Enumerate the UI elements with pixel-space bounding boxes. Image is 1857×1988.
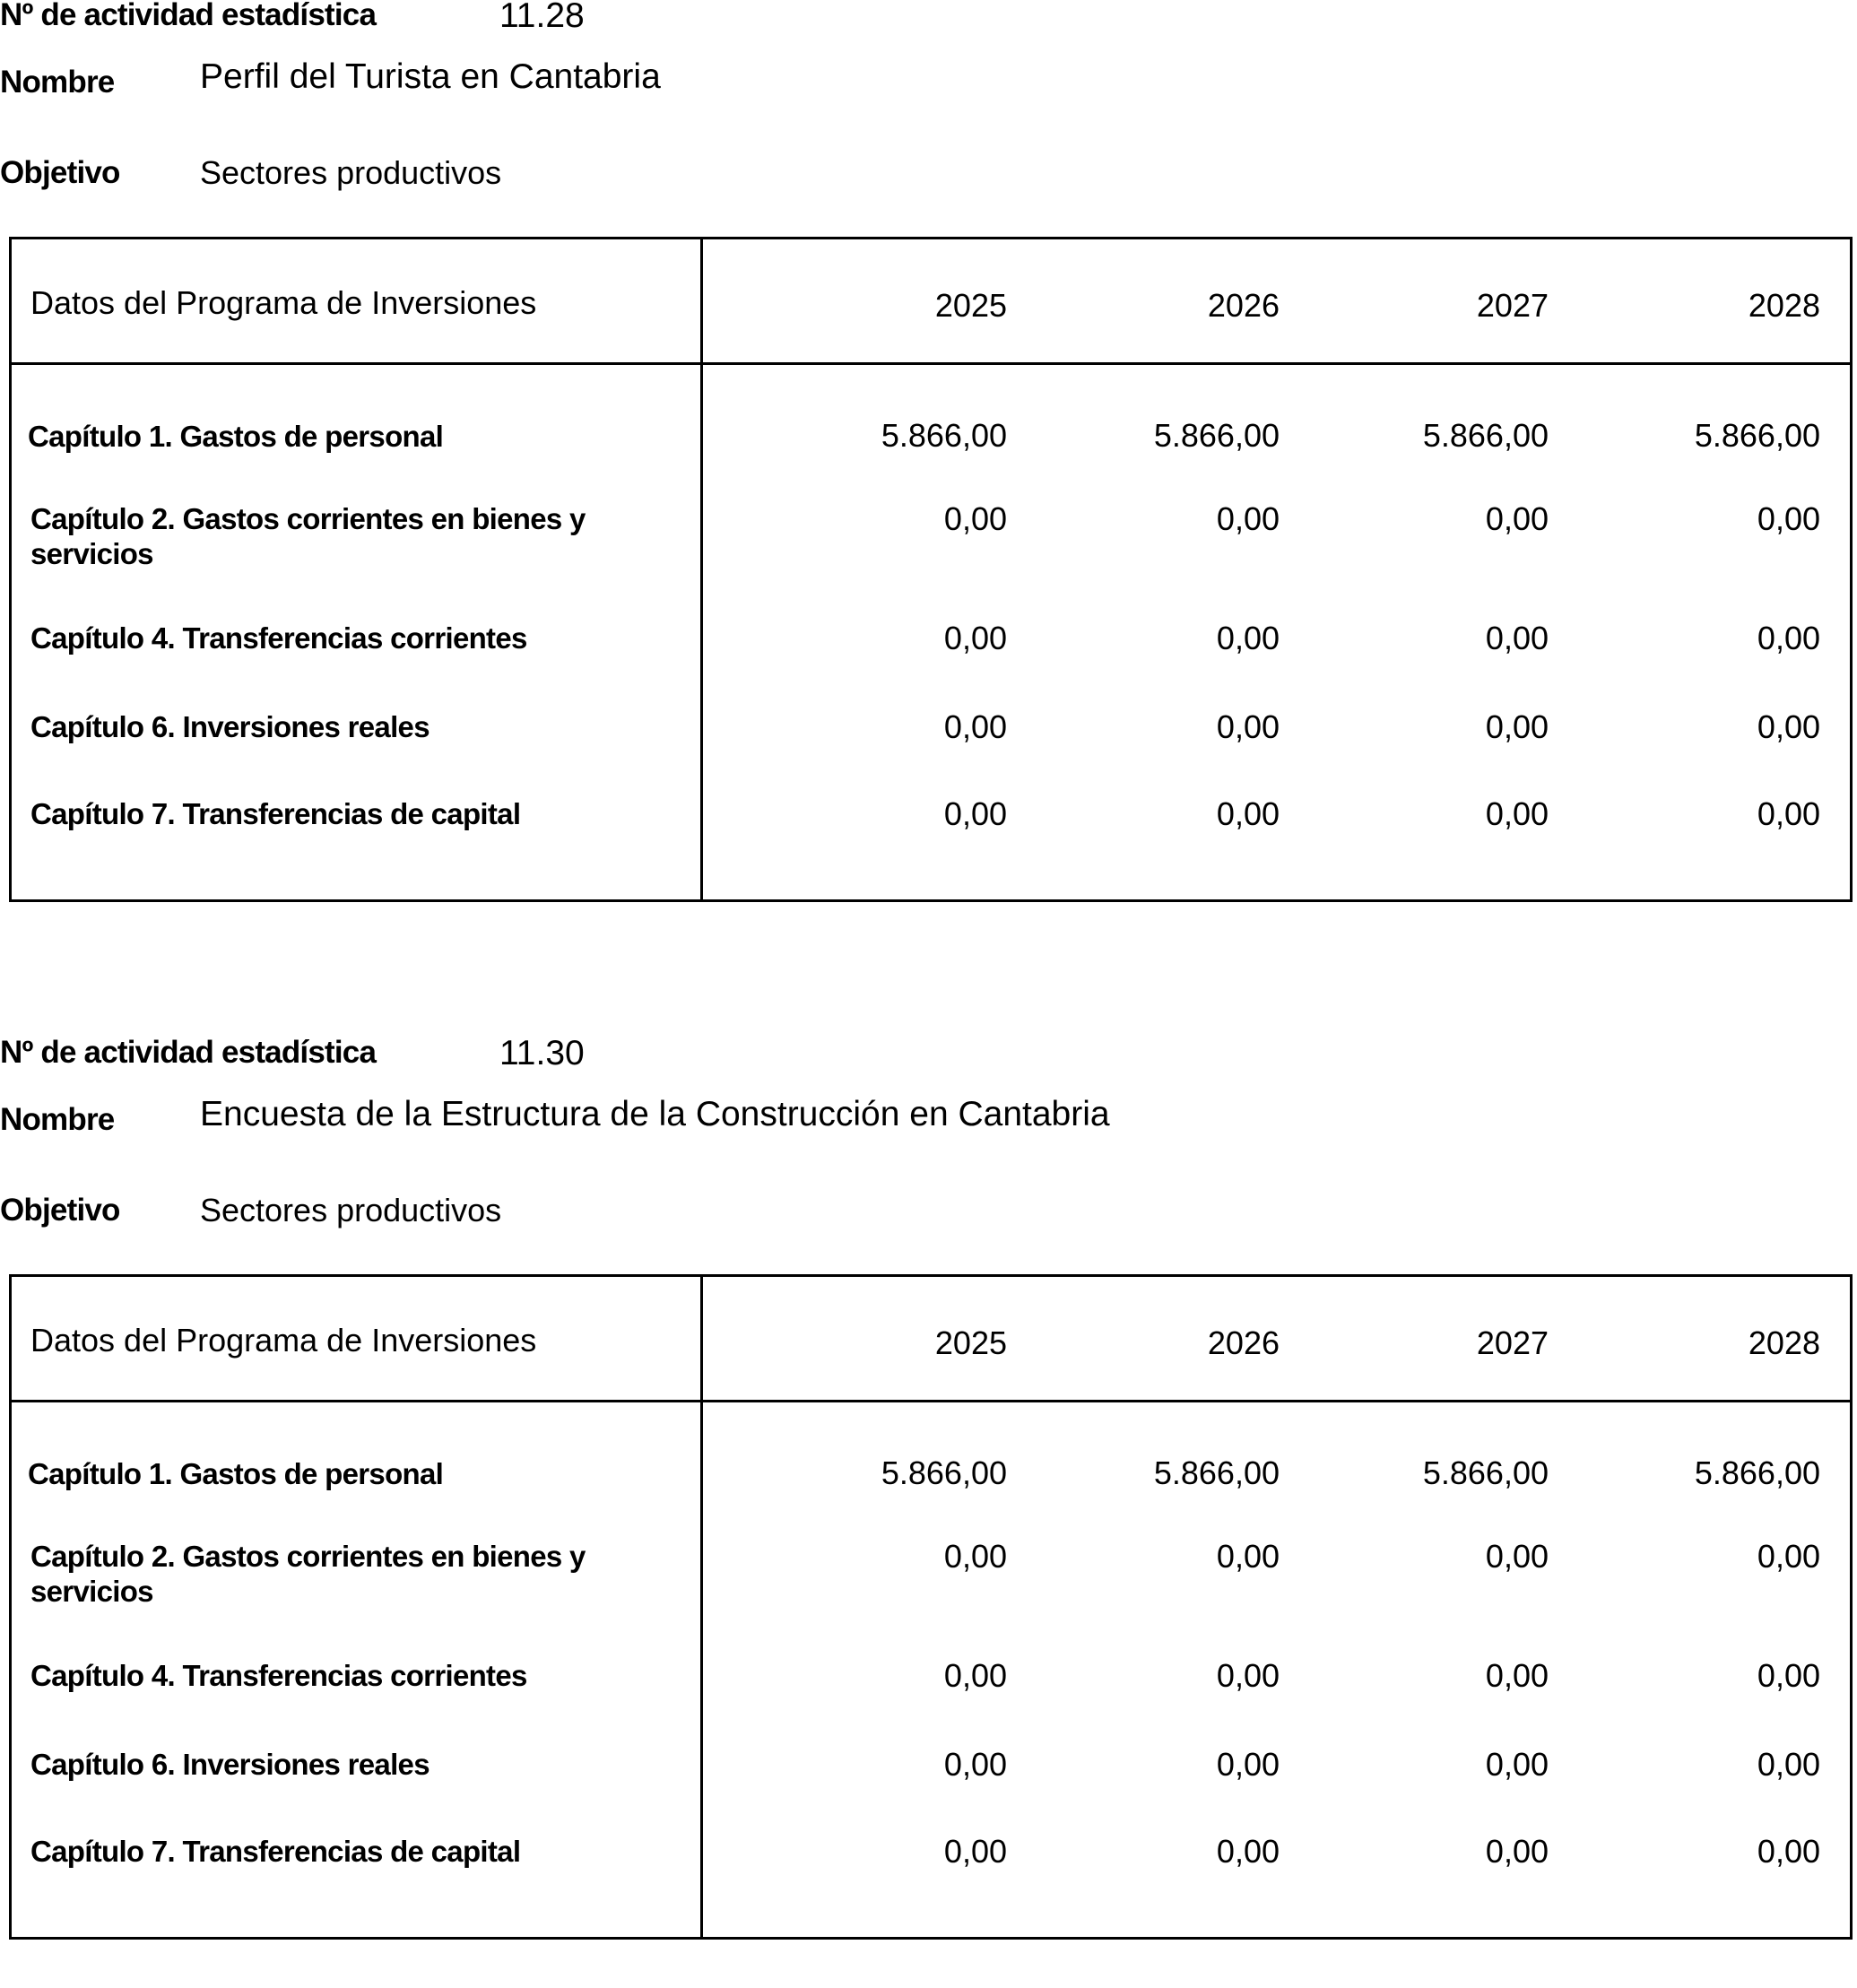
table-cell: 0,00 [943, 620, 1007, 656]
table-cell: 0,00 [1757, 1833, 1820, 1870]
activity-number-value: 11.30 [499, 1034, 585, 1072]
year-header-2026: 2026 [1207, 1324, 1280, 1361]
table-row-label: Capítulo 2. Gastos corrientes en bienes y servicios [30, 1540, 586, 1608]
table-cell: 0,00 [943, 1538, 1007, 1575]
table-cell: 0,00 [1216, 500, 1280, 537]
investment-table [9, 1274, 1853, 1940]
table-row-label: Capítulo 7. Transferencias de capital [30, 1835, 521, 1868]
table-cell: 5.866,00 [881, 417, 1007, 454]
table-row-label: Capítulo 4. Transferencias corrientes [30, 1659, 527, 1692]
table-cell: 0,00 [1485, 1833, 1549, 1870]
column-divider [700, 239, 703, 899]
table-cell: 0,00 [1757, 708, 1820, 745]
table-cell: 0,00 [1485, 1746, 1549, 1783]
header-divider [12, 362, 1850, 365]
table-cell: 0,00 [1216, 1657, 1280, 1694]
table-row-label: Capítulo 1. Gastos de personal [28, 1457, 444, 1490]
table-cell: 0,00 [1485, 708, 1549, 745]
column-divider [700, 1277, 703, 1937]
table-cell: 0,00 [1485, 1538, 1549, 1575]
activity-section-1130 [0, 1034, 1857, 1988]
table-row-label: Capítulo 6. Inversiones reales [30, 710, 430, 743]
activity-number-label: Nº de actividad estadística [0, 1035, 377, 1070]
name-label: Nombre [0, 1102, 115, 1137]
header-divider [12, 1400, 1850, 1402]
table-cell: 0,00 [943, 708, 1007, 745]
table-cell: 0,00 [1216, 1746, 1280, 1783]
year-header-2025: 2025 [934, 287, 1007, 324]
table-cell: 0,00 [1485, 500, 1549, 537]
year-header-2027: 2027 [1476, 287, 1549, 324]
year-header-2027: 2027 [1476, 1324, 1549, 1361]
table-row-label: Capítulo 7. Transferencias de capital [30, 797, 521, 830]
table-cell: 0,00 [1216, 620, 1280, 656]
table-cell: 5.866,00 [1153, 1454, 1280, 1491]
table-cell: 0,00 [1216, 1538, 1280, 1575]
objective-value: Sectores productivos [200, 1192, 502, 1228]
table-cell: 0,00 [1757, 1657, 1820, 1694]
year-header-2026: 2026 [1207, 287, 1280, 324]
activity-number-value: 11.28 [499, 0, 585, 35]
table-cell: 5.866,00 [1422, 1454, 1549, 1491]
table-cell: 5.866,00 [1694, 417, 1820, 454]
table-cell: 0,00 [1757, 1538, 1820, 1575]
table-row-label: Capítulo 1. Gastos de personal [28, 420, 444, 453]
table-cell: 0,00 [943, 1833, 1007, 1870]
objective-value: Sectores productivos [200, 154, 502, 191]
table-header-title: Datos del Programa de Inversiones [30, 284, 537, 321]
name-label: Nombre [0, 65, 115, 100]
table-header-title: Datos del Programa de Inversiones [30, 1322, 537, 1359]
year-header-2025: 2025 [934, 1324, 1007, 1361]
table-row-label: Capítulo 2. Gastos corrientes en bienes y servicios [30, 502, 586, 570]
table-cell: 0,00 [1216, 1833, 1280, 1870]
table-cell: 0,00 [1757, 795, 1820, 832]
activity-section-1128 [0, 0, 1857, 951]
activity-number-label: Nº de actividad estadística [0, 0, 377, 32]
name-value: Encuesta de la Estructura de la Construcción en Cantabria [200, 1095, 1110, 1133]
objective-label: Objetivo [0, 1193, 120, 1228]
table-cell: 0,00 [1757, 500, 1820, 537]
year-header-2028: 2028 [1748, 287, 1820, 324]
table-cell: 5.866,00 [881, 1454, 1007, 1491]
name-value: Perfil del Turista en Cantabria [200, 57, 661, 96]
table-cell: 5.866,00 [1153, 417, 1280, 454]
table-cell: 0,00 [1757, 1746, 1820, 1783]
investment-table [9, 237, 1853, 902]
table-row-label: Capítulo 6. Inversiones reales [30, 1748, 430, 1781]
table-cell: 0,00 [943, 1746, 1007, 1783]
table-cell: 0,00 [1485, 795, 1549, 832]
table-cell: 0,00 [943, 795, 1007, 832]
table-cell: 5.866,00 [1694, 1454, 1820, 1491]
table-cell: 0,00 [943, 500, 1007, 537]
table-cell: 0,00 [1216, 795, 1280, 832]
table-cell: 0,00 [943, 1657, 1007, 1694]
objective-label: Objetivo [0, 155, 120, 190]
table-cell: 0,00 [1485, 620, 1549, 656]
table-cell: 5.866,00 [1422, 417, 1549, 454]
table-cell: 0,00 [1757, 620, 1820, 656]
table-cell: 0,00 [1485, 1657, 1549, 1694]
table-cell: 0,00 [1216, 708, 1280, 745]
year-header-2028: 2028 [1748, 1324, 1820, 1361]
table-row-label: Capítulo 4. Transferencias corrientes [30, 621, 527, 655]
